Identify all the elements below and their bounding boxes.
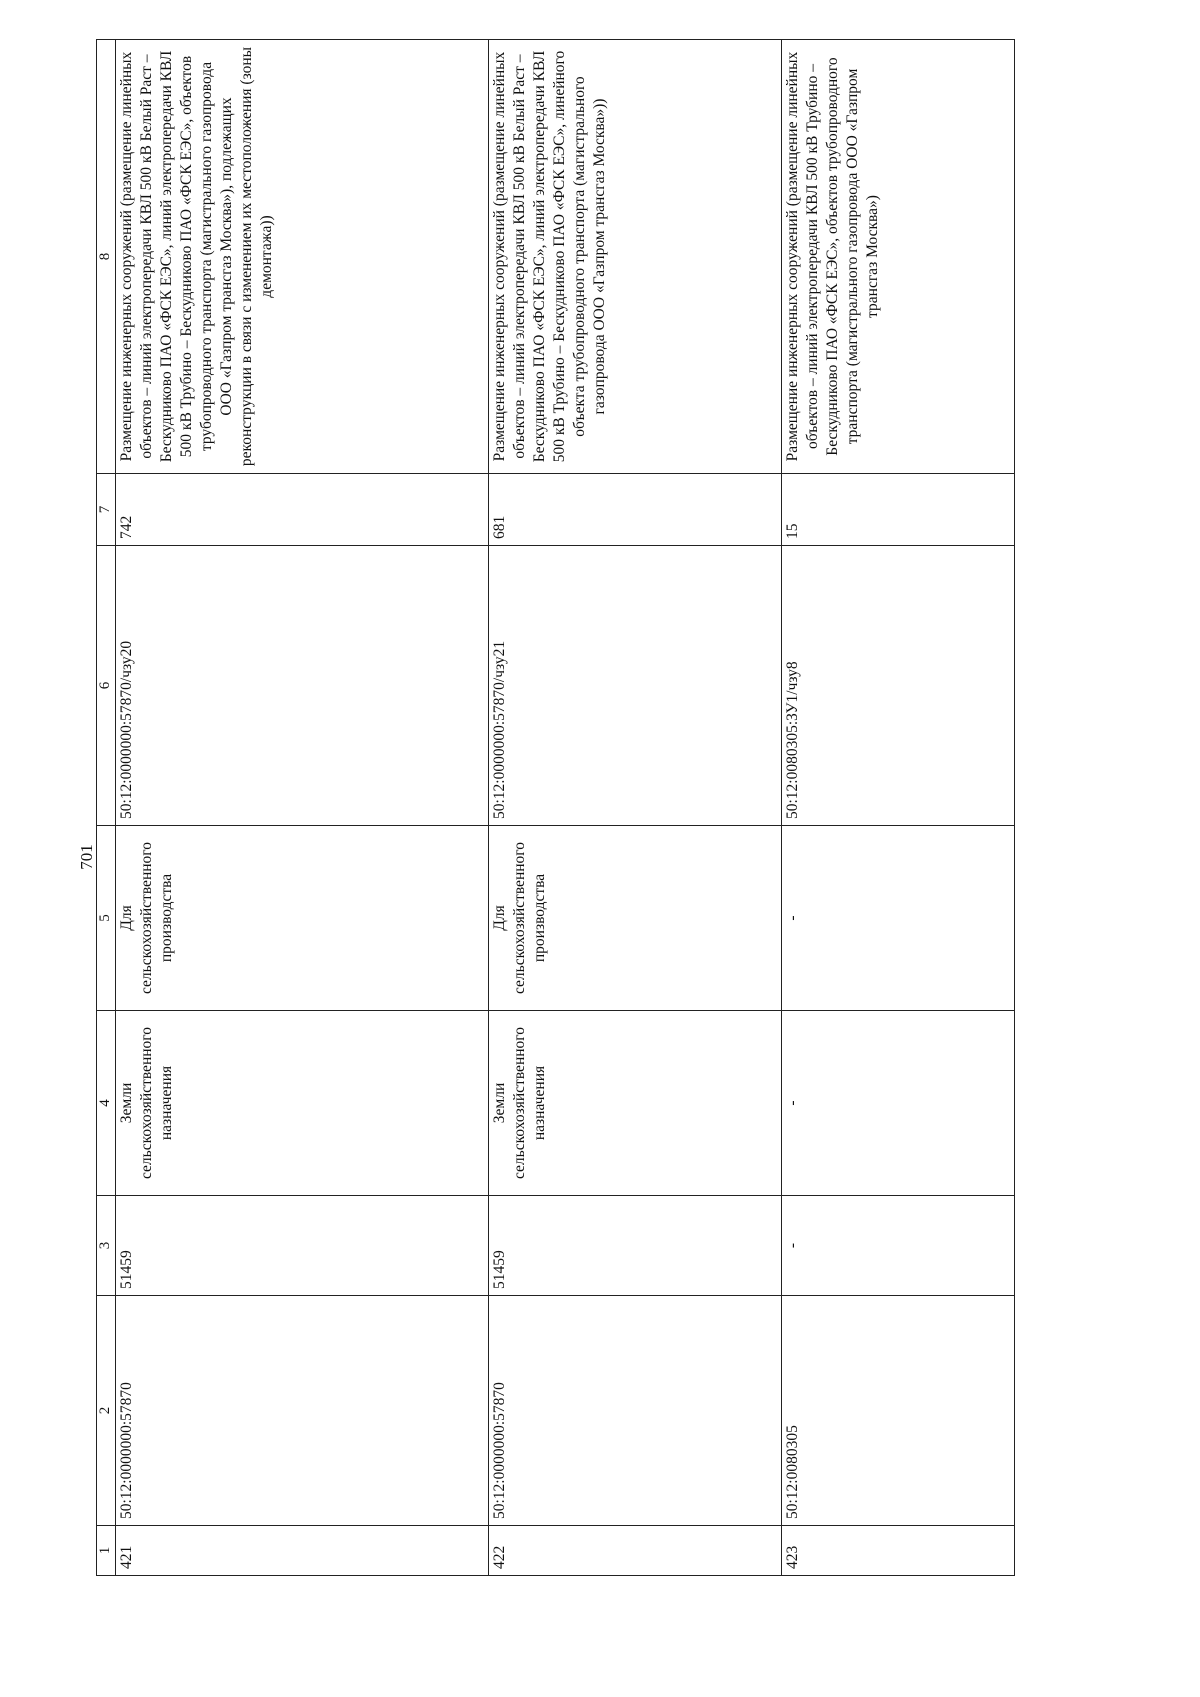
table-row	[782, 40, 1015, 1576]
rotated-table-container	[96, 40, 1028, 1576]
land-parcels-table	[96, 39, 1015, 1576]
cadastral-block: 50:12:0000000:57870	[116, 1296, 489, 1526]
purpose-description: Размещение инженерных сооружений (размещение линейных объектов – линий электропередачи КВЛ 500 кВ Трубино – Бескудниково ПАО «ФСК ЕЭС», объектов трубопроводного транспорта (магистрального газопровода ООО «Газпром трансгаз Москва»)	[782, 40, 1015, 474]
column-number-1: 1	[97, 1526, 116, 1576]
table-row	[116, 40, 489, 1576]
cadastral-block: 50:12:0000000:57870	[489, 1296, 782, 1526]
part-number: 50:12:0080305:ЗУ1/чзу8	[782, 546, 1015, 826]
part-number: 50:12:0000000:57870/чзу20	[116, 546, 489, 826]
part-area: 15	[782, 474, 1015, 546]
land-category: -	[782, 1011, 1015, 1196]
column-number-3: 3	[97, 1196, 116, 1296]
column-number-7: 7	[97, 474, 116, 546]
table-row	[489, 40, 782, 1576]
part-number: 50:12:0000000:57870/чзу21	[489, 546, 782, 826]
column-number-8: 8	[97, 40, 116, 474]
column-number-2: 2	[97, 1296, 116, 1526]
purpose-description: Размещение инженерных сооружений (размещение линейных объектов – линий электропередачи КВЛ 500 кВ Белый Раст – Бескудниково ПАО «ФСК ЕЭС», линий электропередачи КВЛ 500 кВ Трубино – Бескудниково ПАО «ФСК ЕЭС», линейного объекта трубопроводного транспорта (магистрального газопровода ООО «Газпром трансгаз Москва»))	[489, 40, 782, 474]
part-area: 681	[489, 474, 782, 546]
part-area: 742	[116, 474, 489, 546]
permitted-use: Для сельскохозяйственного производства	[489, 826, 782, 1011]
row-number: 422	[489, 1526, 782, 1576]
purpose-description: Размещение инженерных сооружений (размещение линейных объектов – линий электропередачи КВЛ 500 кВ Белый Раст – Бескудниково ПАО «ФСК ЕЭС», линий электропередачи КВЛ 500 кВ Трубино – Бескудниково ПАО «ФСК ЕЭС», объектов трубопроводного транспорта (магистрального газопровода ООО «Газпром трансгаз Москва»), подлежащих реконструкции в связи с изменением их местоположения (зоны демонтажа))	[116, 40, 489, 474]
land-category: Земли сельскохозяйственного назначения	[489, 1011, 782, 1196]
column-number-row	[97, 40, 116, 1576]
column-number-5: 5	[97, 826, 116, 1011]
permitted-use: Для сельскохозяйственного производства	[116, 826, 489, 1011]
total-area: -	[782, 1196, 1015, 1296]
permitted-use: -	[782, 826, 1015, 1011]
total-area: 51459	[116, 1196, 489, 1296]
row-number: 423	[782, 1526, 1015, 1576]
column-number-6: 6	[97, 546, 116, 826]
column-number-4: 4	[97, 1011, 116, 1196]
total-area: 51459	[489, 1196, 782, 1296]
row-number: 421	[116, 1526, 489, 1576]
land-category: Земли сельскохозяйственного назначения	[116, 1011, 489, 1196]
page-number: 701	[77, 844, 96, 870]
cadastral-block: 50:12:0080305	[782, 1296, 1015, 1526]
